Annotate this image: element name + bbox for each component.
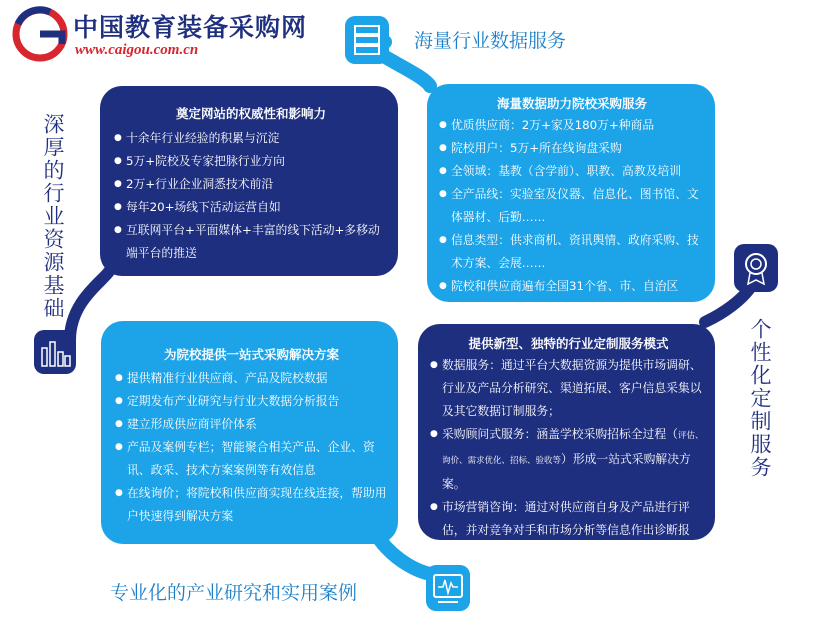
card-title: 提供新型、独特的行业定制服务模式 <box>468 336 669 351</box>
card-data-service <box>427 84 715 302</box>
card-title: 为院校提供一站式采购解决方案 <box>163 347 339 362</box>
list-item: ● 院校用户：5万+所在线询盘采购 <box>439 137 705 160</box>
logo-g-icon <box>10 4 72 62</box>
list-item: ● 数据服务：通过平台大数据资源为提供市场调研、行业及产品分析研究、渠道拓展、客户信息采集以及其它数据订制服务； <box>430 354 707 423</box>
logo-title: 中国教育装备采购网 <box>73 13 308 42</box>
list-item: ● 信息类型：供求商机、资讯舆情、政府采购、技术方案、会展…… <box>439 229 705 275</box>
label-top-right: 海量行业数据服务 <box>414 30 567 52</box>
bar-chart-icon <box>34 330 76 374</box>
server-icon <box>345 16 389 64</box>
list-item: ● 十余年行业经验的积累与沉淀 <box>114 127 388 150</box>
list-item-note: 评估、询价、需求优化、招标、验收等 <box>442 431 704 466</box>
list-item: ● 全产品线：实验室及仪器、信息化、图书馆、文体器材、后勤…… <box>439 183 705 229</box>
label-left: 深厚的行业资源基础 <box>41 113 65 320</box>
label-right: 个性化定制服务 <box>748 318 772 479</box>
card-title: 奠定网站的权威性和影响力 <box>175 106 326 121</box>
oscilloscope-icon <box>426 565 470 611</box>
list-item: ● 在线询价；将院校和供应商实现在线连接，帮助用户快速得到解决方案 <box>115 482 388 528</box>
list-item-text: ）形成一站式采购解决方案。 <box>442 452 691 491</box>
award-badge-icon <box>734 244 778 292</box>
logo-url: www.caigou.com.cn <box>75 42 199 58</box>
list-item: ● 互联网平台+平面媒体+丰富的线下活动+多移动端平台的推送 <box>114 219 388 265</box>
list-item: ● 提供精准行业供应商、产品及院校数据 <box>115 367 388 390</box>
list-item: ● 2万+行业企业洞悉技术前沿 <box>114 173 388 196</box>
list-item: ● 产品及案例专栏；智能聚合相关产品、企业、资讯、政采、技术方案案例等有效信息 <box>115 436 388 482</box>
list-item: ● 全领域：基教（含学前）、职教、高教及培训 <box>439 160 705 183</box>
card-one-stop-solution <box>101 321 398 544</box>
list-item-text: 采购顾问式服务：涵盖学校采购招标全过程（ <box>442 427 678 441</box>
card-title: 海量数据助力院校采购服务 <box>496 96 647 111</box>
card-custom-service <box>418 324 715 560</box>
list-item <box>430 423 707 496</box>
list-item: ● 院校和供应商遍布全国31个省、市、自治区 <box>439 275 705 298</box>
list-item: ● 定期发布产业研究与行业大数据分析报告 <box>115 390 388 413</box>
list-item: ● 5万+院校及专家把脉行业方向 <box>114 150 388 173</box>
list-item: ● 优质供应商：2万+家及180万+种商品 <box>439 114 705 137</box>
card-authority <box>100 86 398 276</box>
list-item: ● 建立形成供应商评价体系 <box>115 413 388 436</box>
label-bottom: 专业化的产业研究和实用案例 <box>110 582 358 604</box>
list-item: ● 市场营销咨询：通过对供应商自身及产品进行评估，并对竞争对手和市场分析等信息作出诊断报告，并出具可行性解决方案； <box>430 496 707 565</box>
list-item: ● 每年20+场线下活动运营自如 <box>114 196 388 219</box>
